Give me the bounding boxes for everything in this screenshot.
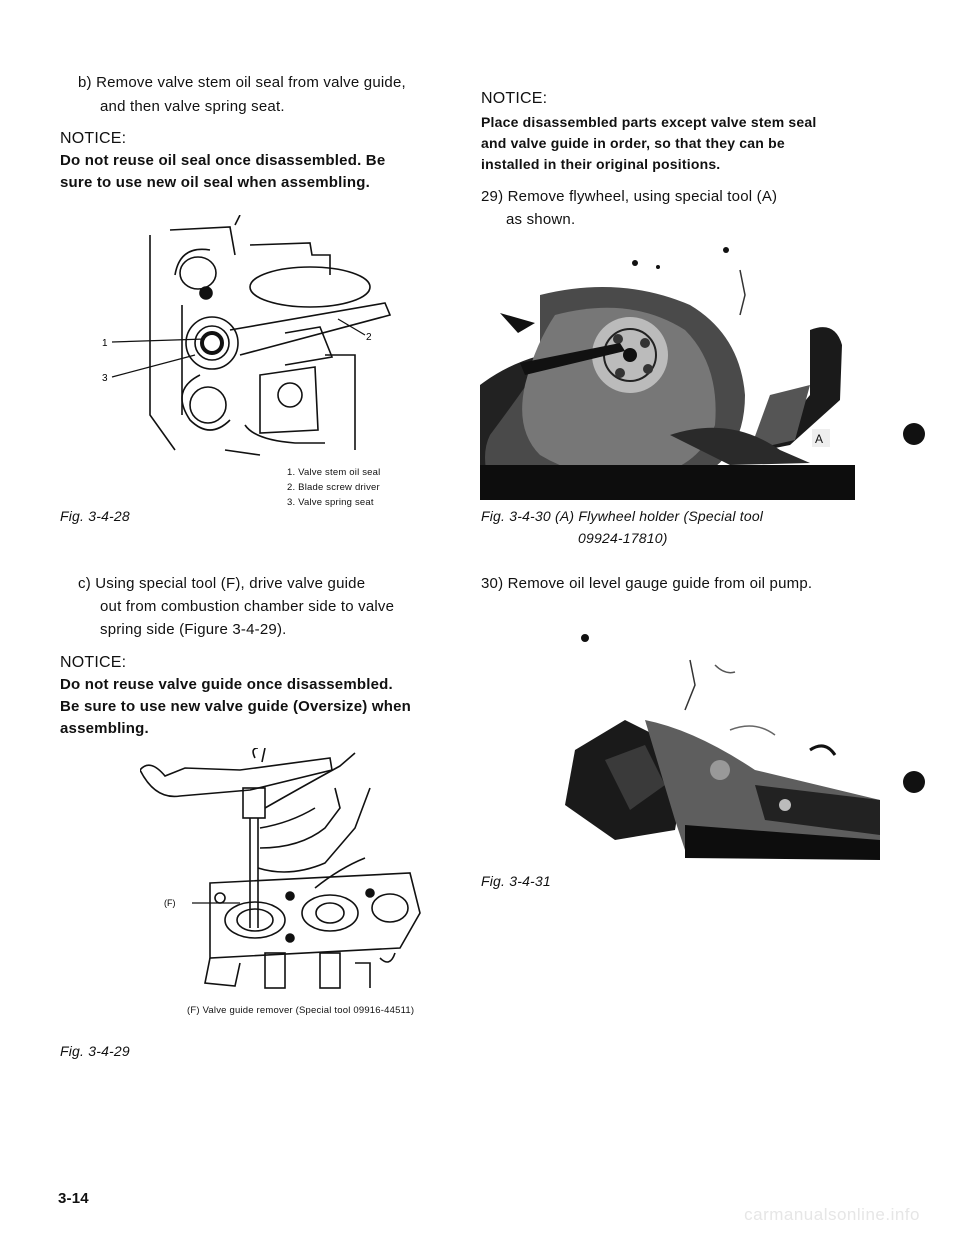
fig30-caption-line2: 09924-17810)	[578, 530, 668, 546]
notice2-line1: Do not reuse valve guide once disassembled.	[60, 676, 393, 693]
fig-3-4-30-photo	[480, 235, 855, 500]
notice3-title: NOTICE:	[481, 90, 548, 107]
fig29-callout-f: (F)	[164, 898, 176, 908]
notice1-title: NOTICE:	[60, 130, 127, 147]
step-29-line1: 29) Remove flywheel, using special tool (A)	[481, 188, 778, 205]
fig28-legend-item: 1. Valve stem oil seal	[287, 467, 381, 478]
step-30: 30) Remove oil level gauge guide from oil pump.	[481, 575, 813, 592]
fig30-callout-a: A	[815, 432, 824, 446]
notice2-line3: assembling.	[60, 720, 149, 737]
margin-bullet	[903, 423, 925, 445]
fig28-legend	[287, 465, 380, 510]
step-b-line2: and then valve spring seat.	[100, 98, 285, 115]
notice3-line2: and valve guide in order, so that they can be	[481, 135, 785, 151]
notice1-line2: sure to use new oil seal when assembling.	[60, 174, 370, 191]
notice1-line1: Do not reuse oil seal once disassembled. Be	[60, 152, 386, 169]
notice2-title: NOTICE:	[60, 654, 127, 671]
notice2-line2: Be sure to use new valve guide (Oversize) when	[60, 698, 411, 715]
step-c-line3: spring side (Figure 3-4-29).	[100, 621, 287, 638]
page-number: 3-14	[58, 1190, 89, 1207]
fig30-caption-line1: Fig. 3-4-30 (A) Flywheel holder (Special tool	[481, 508, 764, 524]
fig29-caption: Fig. 3-4-29	[60, 1043, 130, 1059]
step-c-line1: c) Using special tool (F), drive valve guide	[78, 575, 366, 592]
fig31-caption: Fig. 3-4-31	[481, 873, 551, 889]
fig28-callout-1: 1	[102, 338, 108, 349]
margin-bullet	[903, 771, 925, 793]
fig28-callout-2: 2	[366, 332, 372, 343]
fig28-legend-item: 2. Blade screw driver	[287, 482, 380, 493]
step-29-line2: as shown.	[506, 211, 576, 228]
step-c-line2: out from combustion chamber side to valve	[100, 598, 395, 615]
step-b-line1: b) Remove valve stem oil seal from valve guide,	[78, 74, 406, 91]
fig-3-4-28-illustration	[80, 215, 440, 465]
notice3-line1: Place disassembled parts except valve stem seal	[481, 114, 817, 130]
fig29-legend: (F) Valve guide remover (Special tool 09916-44511)	[187, 1005, 415, 1016]
notice3-line3: installed in their original positions.	[481, 156, 721, 172]
watermark-text: carmanualsonline.info	[744, 1205, 920, 1224]
fig28-callout-3: 3	[102, 373, 108, 384]
fig-3-4-31-photo	[535, 620, 880, 865]
fig28-caption: Fig. 3-4-28	[60, 508, 130, 524]
fig-3-4-29-illustration	[140, 748, 430, 998]
fig28-legend-item: 3. Valve spring seat	[287, 497, 374, 508]
